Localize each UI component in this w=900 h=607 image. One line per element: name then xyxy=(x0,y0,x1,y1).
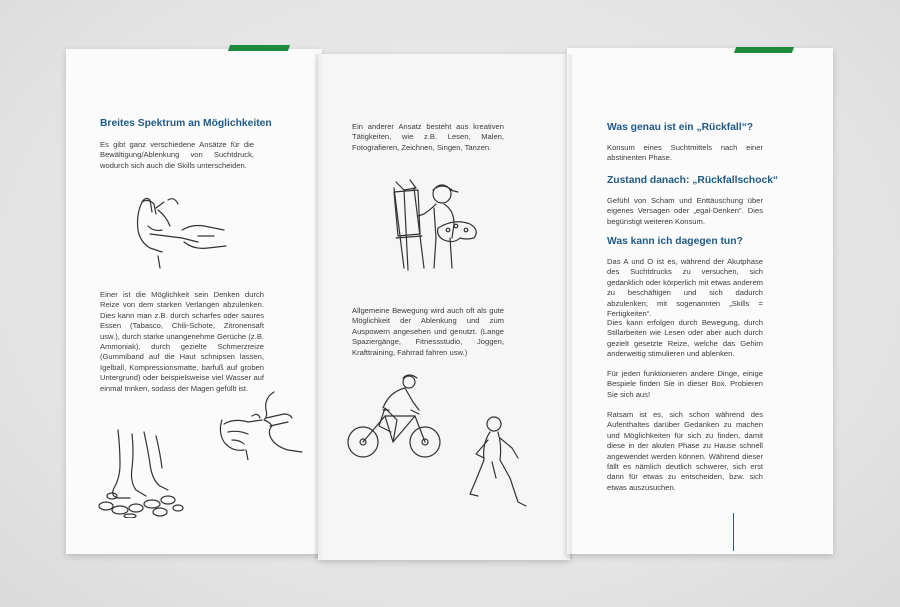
rubber-band-hands-icon xyxy=(128,190,238,270)
blue-divider-line xyxy=(733,513,734,551)
page1-intro: Es gibt ganz verschiedene Ansätze für die Bewältigung/Ablenkung von Suchtdruck, wodurch sich auch die Skills unterscheiden. xyxy=(100,140,254,170)
page3-heading-shock: Zustand danach: „Rückfallschock“ xyxy=(607,175,779,186)
runner-icon xyxy=(466,414,530,516)
eating-mouth-icon xyxy=(214,390,304,460)
page3-text-skills: Das A und O ist es, während der Akutphase des Suchtdrucks zu versuchen, sich gedanklich oder körperlich mit etwas anderem zu beschäftigen und sich dadurch abzulenken; mit sogenannten „Skills = Fertigkeiten“. xyxy=(607,257,763,319)
fold-shadow-right xyxy=(562,54,572,559)
fold-shadow-left xyxy=(315,54,325,559)
page3-heading-action: Was kann ich dagegen tun? xyxy=(607,236,743,247)
painter-easel-icon xyxy=(390,178,480,274)
page2-intro: Ein anderer Ansatz besteht aus kreativen Tätigkeiten, wie z.B. Lesen, Malen, Fotografieren, Zeichnen, Singen, Tanzen. xyxy=(352,122,504,152)
page3-text-try: Für jeden funktionieren andere Dinge, einige Bespiele finden Sie in dieser Box. Probieren Sie sich aus! xyxy=(607,369,763,399)
page2-body: Allgemeine Bewegung wird auch oft als gute Möglichkeit der Ablenkung und zum Auspowern angesehen und genutzt. (Lange Spaziergänge, Fitnessstudio, Joggen, Krafttraining, Fahrrad fahren usw.) xyxy=(352,306,504,357)
page3-text-shock: Gefühl von Scham und Enttäuschung über eigenes Versagen oder „egal-Denken“. Dies begünstigt weiteren Konsum. xyxy=(607,196,763,226)
page1-body: Einer ist die Möglichkeit sein Denken durch Reize von dem starken Verlangen abzulenken. Dies kann man z.B. durch scharfes oder saures Essen (Tabasco, Chili-Schote, Zitronensaft usw.), durch starke unangenehme Gerüche (z.B. Ammoniak), durch gezielte Schmerzreize (Gummiband auf die Haut schnipsen lassen, Igelball, Kompressionsmatte, barfuß auf groben Untergrund) oder beispielsweise viel Wasser auf einmal trinken, sodass der Magen gefüllt ist. xyxy=(100,290,264,393)
page3-heading-relapse: Was genau ist ein „Rückfall“? xyxy=(607,122,754,133)
green-tab-right xyxy=(734,47,794,53)
page3-text-methods: Dies kann erfolgen durch Bewegung, durch Stillarbeiten wie Lesen oder aber auch durch gezielt gesetzte Reize, welche das Gehirn anderweitig stimulieren und ablenken. xyxy=(607,318,763,359)
page3-text-relapse: Konsum eines Suchtmittels nach einer abstinenten Phase. xyxy=(607,143,763,163)
cyclist-icon xyxy=(345,370,445,466)
page1-heading: Breites Spektrum an Möglichkeiten xyxy=(100,118,272,129)
barefoot-stones-icon xyxy=(90,428,190,518)
page3-text-advice: Ratsam ist es, sich schon während des Aufenthaltes darüber Gedanken zu machen und Möglichkeiten für sich zu finden, damit diese in der akuten Phase zu Hause schnell angewendet werden können. Während dieser fällt es nämlich deutlich schwerer, sich erst dann für etwas zu entscheiden, bzw. sich etwas auszusuchen. xyxy=(607,410,763,492)
green-tab-left xyxy=(228,45,290,51)
